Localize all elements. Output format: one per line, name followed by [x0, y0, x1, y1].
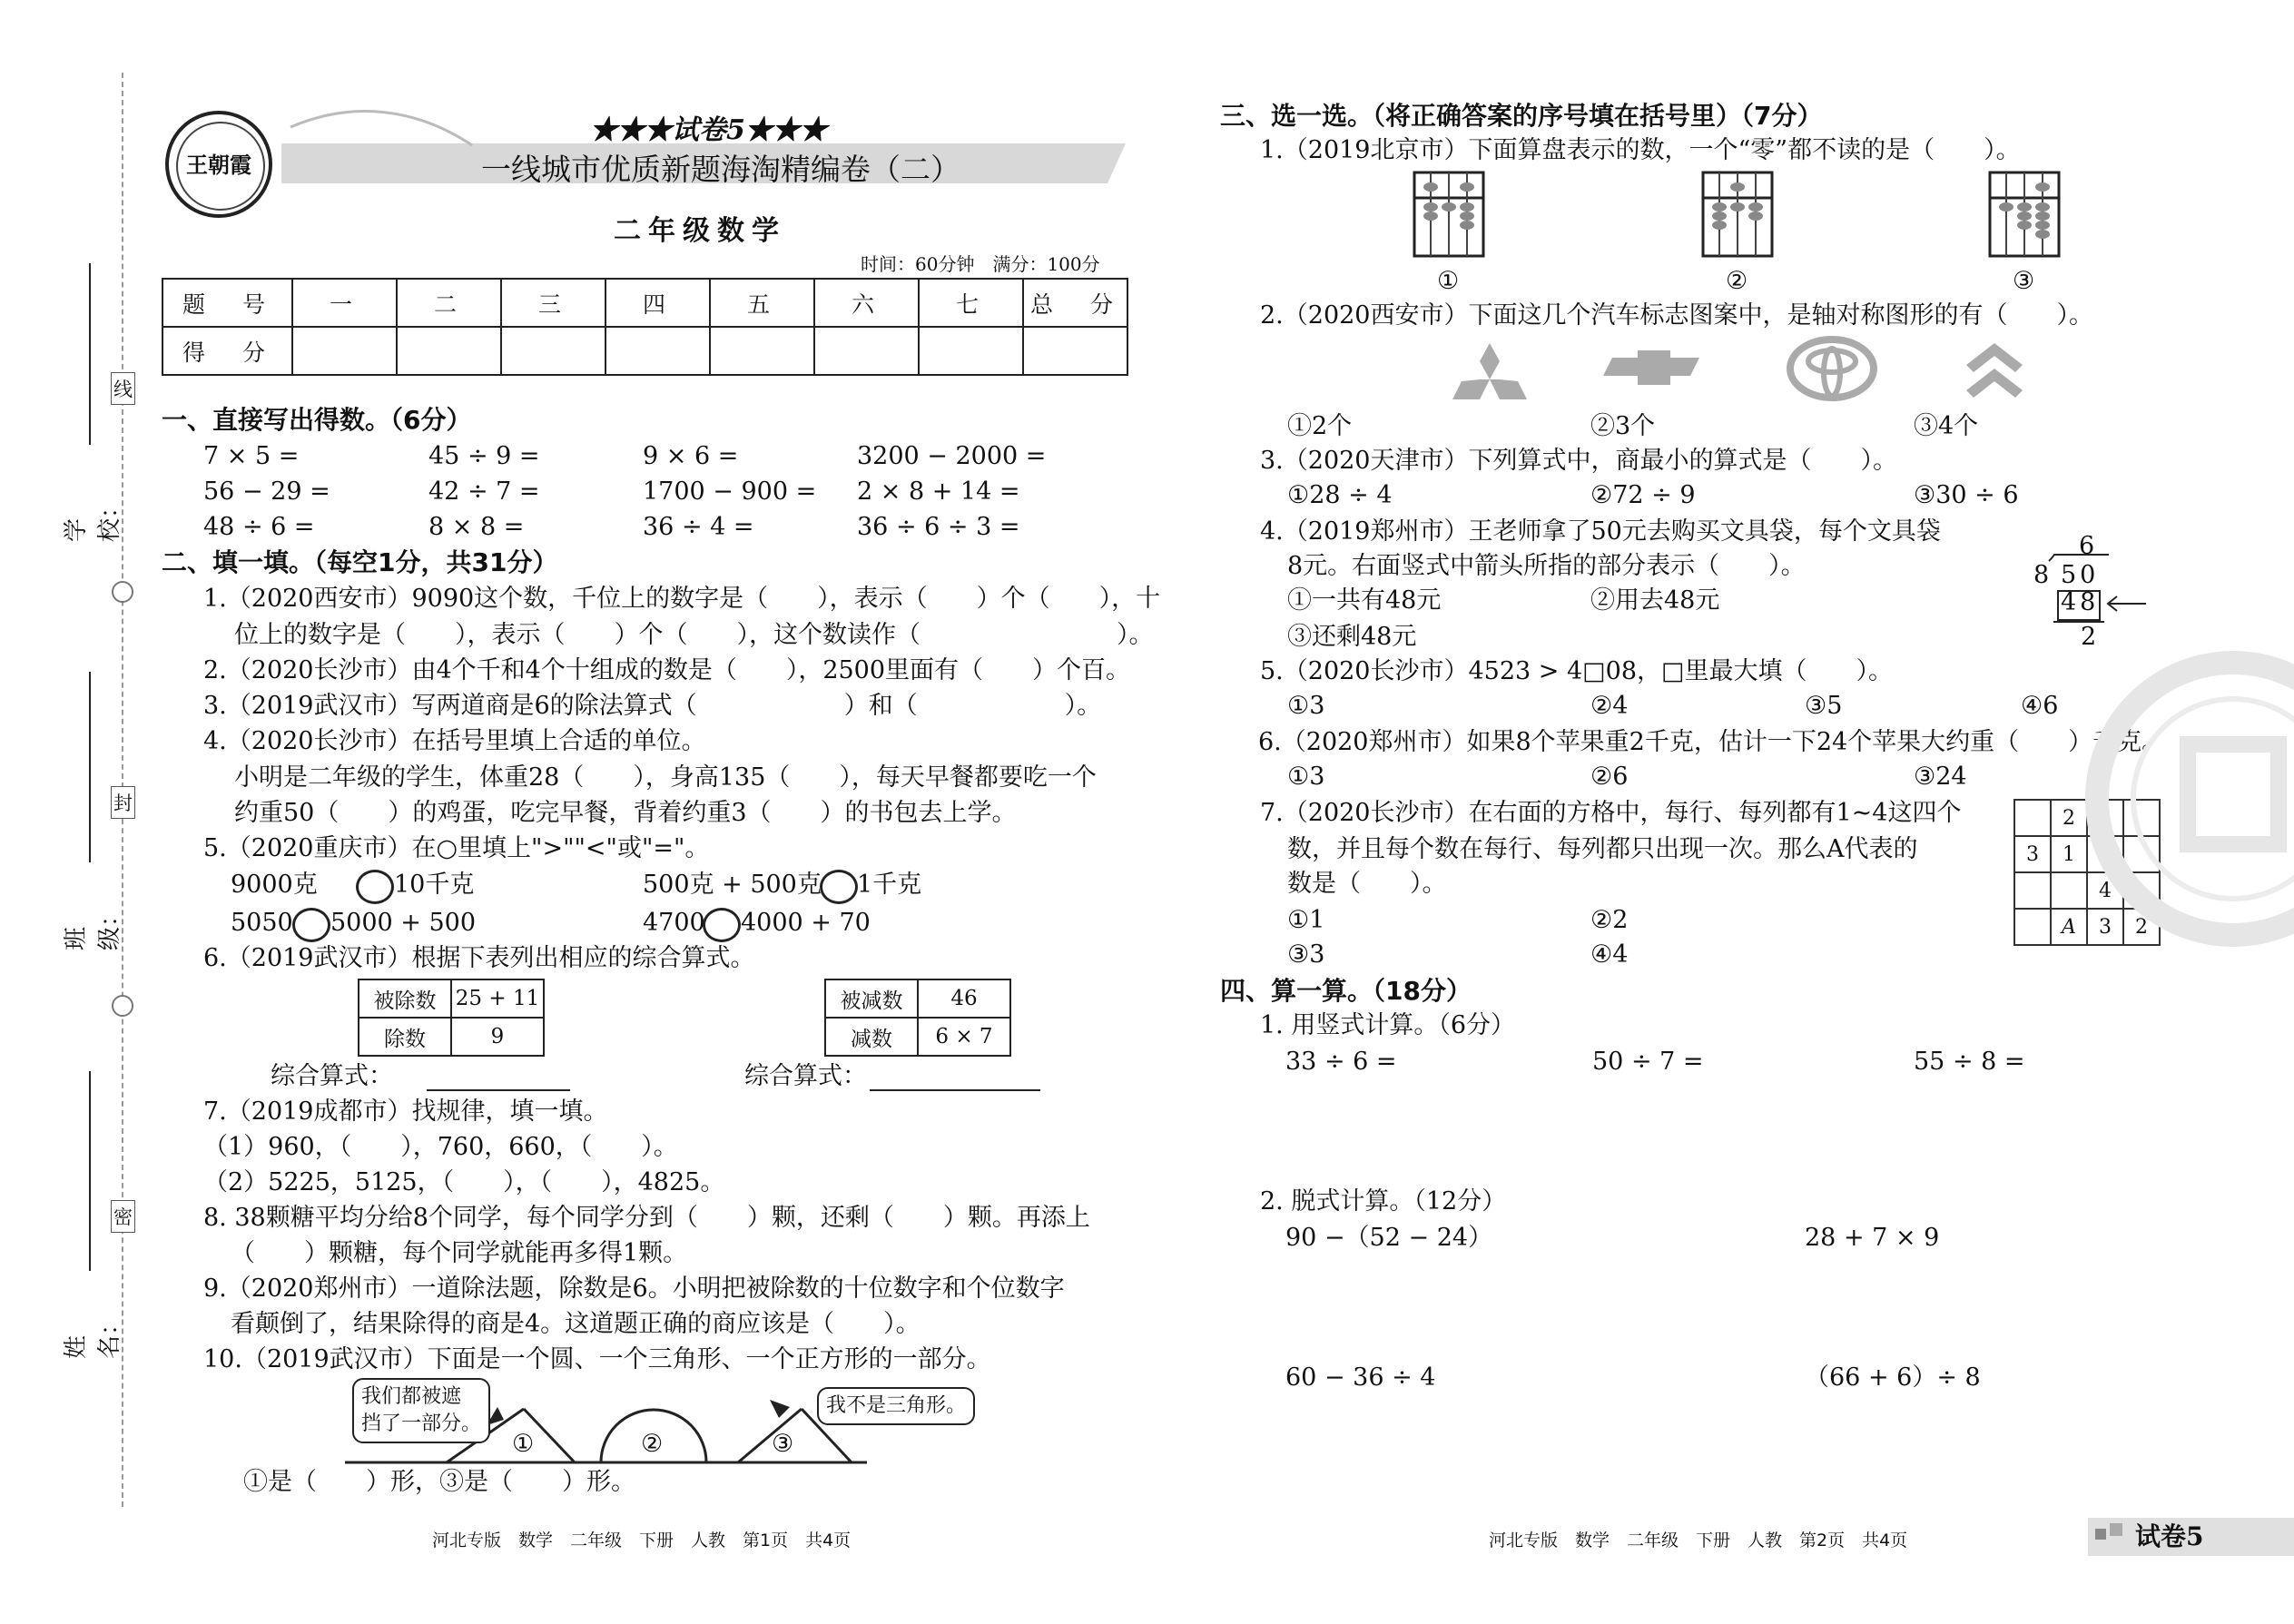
score-cell[interactable] [814, 327, 919, 375]
grid-cell: 3 [2014, 836, 2051, 872]
shape-label: ② [641, 1430, 664, 1458]
option[interactable]: ②3个 [1590, 412, 1656, 440]
calc-item: 33 ÷ 6 = [1285, 1048, 1397, 1076]
table-cell: 被减数 [825, 979, 918, 1018]
formula-label: 综合算式： [271, 1062, 393, 1090]
option[interactable]: ③还剩48元 [1287, 623, 1417, 651]
question-text: 8元。右面竖式中箭头所指的部分表示（ ）。 [1287, 552, 1806, 580]
question-text: 看颠倒了，结果除得的商是4。这道题正确的商应该是（ ）。 [231, 1310, 921, 1338]
score-row-label: 得 分 [162, 327, 292, 375]
option[interactable]: ①3 [1287, 692, 1325, 720]
grid-cell [2014, 800, 2051, 836]
calc-item: 9 × 6 = [643, 442, 739, 470]
option[interactable]: ③5 [1805, 692, 1843, 720]
subtraction-table [824, 979, 1011, 1057]
division-table [358, 979, 545, 1057]
question-text: （ ）颗糖，每个同学就能再多得1颗。 [231, 1239, 688, 1267]
division-dividend: 50 [2061, 561, 2100, 589]
grid-cell [2014, 909, 2051, 945]
grid-cell: 2 [2051, 800, 2087, 836]
compare-right: 10千克 [394, 871, 475, 899]
grid-cell: 2 [2123, 909, 2160, 945]
formula-blank[interactable] [427, 1089, 570, 1091]
question-text: 2.（2020长沙市）由4个千和4个十组成的数是（ ），2500里面有（ ）个百。 [203, 656, 1131, 684]
abacus-icon [1701, 171, 1774, 258]
calc-item: （66 + 6）÷ 8 [1805, 1363, 1981, 1392]
logo-icon [165, 111, 272, 218]
table-cell: 被除数 [359, 979, 451, 1018]
mitsubishi-logo-icon [1449, 341, 1531, 405]
abacus-label: ② [1726, 267, 1748, 295]
calc-item: 2 × 8 + 14 = [857, 477, 1020, 506]
calc-item: 50 ÷ 7 = [1592, 1048, 1704, 1076]
score-head-cell: 四 [605, 279, 710, 327]
question-text: 9.（2020郑州市）一道除法题，除数是6。小明把被除数的十位数字和个位数字 [203, 1275, 1065, 1303]
bubble-text: 我们都被遮 [361, 1385, 462, 1408]
calc-item: 42 ÷ 7 = [428, 477, 540, 506]
calc-item: 7 × 5 = [203, 442, 300, 470]
calc-item: 3200 − 2000 = [857, 442, 1047, 470]
grid-cell [2051, 872, 2087, 909]
question-text: 3.（2019武汉市）写两道商是6的除法算式（ ）和（ ）。 [203, 692, 1102, 720]
score-cell[interactable] [1023, 327, 1127, 375]
compare-circle[interactable] [292, 908, 330, 942]
table-cell: 6 × 7 [918, 1018, 1010, 1056]
option[interactable]: ④4 [1590, 940, 1629, 969]
score-head-cell: 七 [919, 279, 1023, 327]
bubble-text: 挡了一部分。 [361, 1412, 482, 1435]
bubble-text: 我不是三角形。 [826, 1394, 967, 1417]
division-divisor: 8 [2033, 561, 2050, 589]
grid-cell: 3 [2087, 909, 2123, 945]
footer-right: 河北专版 数学 二年级 下册 人教 第2页 共4页 [1489, 1530, 1908, 1550]
time-info: 时间：60分钟 满分：100分 [861, 253, 1100, 275]
class-field[interactable] [89, 672, 91, 862]
option[interactable]: ③30 ÷ 6 [1914, 481, 2019, 509]
compare-right: 4000 + 70 [741, 909, 871, 937]
table-cell: 46 [918, 979, 1010, 1018]
score-head-cell: 题 号 [162, 279, 292, 327]
score-cell[interactable] [292, 327, 397, 375]
option[interactable]: ①1 [1287, 906, 1325, 934]
option[interactable]: ③4个 [1914, 412, 1979, 440]
grid-cell: 4 [2087, 872, 2123, 909]
question-text: 8. 38颗糖平均分给8个同学，每个同学分到（ ）颗，还剩（ ）颗。再添上 [203, 1204, 1090, 1232]
calc-item: 48 ÷ 6 = [203, 513, 315, 541]
calc-item: 60 − 36 ÷ 4 [1285, 1363, 1436, 1392]
score-cell[interactable] [605, 327, 710, 375]
division-product: 48 [2061, 588, 2100, 616]
subsection-title: 1. 用竖式计算。（6分） [1260, 1011, 1516, 1039]
question-text: 7.（2020长沙市）在右面的方格中，每行、每列都有1~4这四个 [1260, 799, 1962, 827]
option[interactable]: ②用去48元 [1590, 586, 1720, 615]
sec2-heading: 二、填一填。（每空1分，共31分） [162, 547, 558, 577]
division-quotient: 6 [2079, 532, 2095, 560]
question-text: 2.（2020西安市）下面这几个汽车标志图案中，是轴对称图形的有（ ）。 [1260, 301, 2093, 330]
option[interactable]: ②4 [1590, 692, 1629, 720]
grid-cell: 1 [2051, 836, 2087, 872]
speech-bubble [817, 1387, 975, 1425]
question-text: 1.（2020西安市）9090这个数，千位上的数字是（ ），表示（ ）个（ ），十 [203, 585, 1161, 613]
footer-left: 河北专版 数学 二年级 下册 人教 第1页 共4页 [432, 1530, 852, 1550]
school-field[interactable] [89, 263, 91, 445]
question-text: 数是（ ）。 [1287, 870, 1447, 898]
table-cell: 25 + 11 [451, 979, 544, 1018]
question-text: （1）960，（ ），760，660，（ ）。 [203, 1133, 678, 1161]
shape-label: ③ [772, 1430, 794, 1458]
option[interactable]: ④6 [2021, 692, 2059, 720]
calc-item: 28 + 7 × 9 [1805, 1224, 1940, 1252]
question-text: 3.（2020天津市）下列算式中，商最小的算式是（ ）。 [1260, 447, 1897, 475]
compare-circle[interactable] [703, 908, 741, 942]
name-label: 姓名： [63, 1311, 123, 1359]
score-table [162, 278, 1128, 376]
question-text: 5.（2020长沙市）4523 > 4□08，□里最大填（ ）。 [1260, 657, 1894, 685]
option[interactable]: ②72 ÷ 9 [1590, 481, 1696, 509]
calc-item: 8 × 8 = [428, 513, 525, 541]
compare-right: 1千克 [857, 871, 922, 899]
score-head-cell: 一 [292, 279, 397, 327]
school-label: 学校： [63, 494, 123, 542]
question-text: 1.（2019北京市）下面算盘表示的数，一个“零”都不读的是（ ）。 [1260, 136, 2021, 164]
chevrolet-logo-icon [1600, 349, 1708, 394]
score-head-cell: 总 分 [1023, 279, 1127, 327]
score-header-row [162, 279, 1127, 327]
citroen-logo-icon [1963, 341, 2026, 405]
question-text: 6.（2020郑州市）如果8个苹果重2千克，估计一下24个苹果大约重（ ）千克。 [1258, 728, 2167, 756]
sec4-heading: 四、算一算。（18分） [1220, 976, 1472, 1006]
binding-hole-icon [112, 995, 133, 1017]
score-head-cell: 六 [814, 279, 919, 327]
binding-hole-icon [112, 581, 133, 603]
calc-item: 56 − 29 = [203, 477, 330, 506]
score-head-cell: 二 [397, 279, 501, 327]
question-text: 数，并且每个数在每行、每列都只出现一次。那么A代表的 [1287, 835, 1918, 863]
question-text: （2）5225，5125，（ ），（ ），4825。 [203, 1168, 725, 1196]
score-head-cell: 三 [501, 279, 605, 327]
compare-left: 500克 + 500克 [643, 871, 822, 899]
question-text: 10.（2019武汉市）下面是一个圆、一个三角形、一个正方形的一部分。 [203, 1345, 991, 1373]
compare-circle[interactable] [820, 870, 858, 904]
footer-tag-square-icon [2110, 1523, 2122, 1536]
arrow-left-icon [2104, 592, 2148, 615]
score-cell[interactable] [919, 327, 1023, 375]
calc-item: 55 ÷ 8 = [1914, 1048, 2025, 1076]
grid-cell [2014, 872, 2051, 909]
footer-tag-square-icon [2095, 1529, 2106, 1540]
division-bracket [2047, 554, 2111, 563]
calc-item: 45 ÷ 9 = [428, 442, 540, 470]
question-text: 约重50（ ）的鸡蛋，吃完早餐，背着约重3（ ）的书包去上学。 [234, 799, 1017, 827]
score-cell[interactable] [397, 327, 501, 375]
paper-title: 一线城市优质新题海淘精编卷（二） [481, 152, 960, 187]
question-text: 5.（2020重庆市）在○里填上">""<"或"="。 [203, 834, 710, 862]
option[interactable]: ①3 [1287, 763, 1325, 791]
option[interactable]: ③3 [1287, 940, 1325, 969]
compare-left: 5050 [231, 909, 293, 937]
speech-bubble [352, 1378, 490, 1443]
option[interactable]: ②6 [1590, 763, 1629, 791]
logo-text: 王朝霞 [186, 152, 251, 178]
class-label: 班级： [63, 902, 123, 950]
question-text: 小明是二年级的学生，体重28（ ），身高135（ ），每天早餐都要吃一个 [234, 763, 1097, 792]
table-cell: 减数 [825, 1018, 918, 1056]
binding-mark-secret: 密 [111, 1200, 135, 1233]
table-cell: 9 [451, 1018, 544, 1056]
name-field[interactable] [89, 1071, 91, 1271]
formula-blank[interactable] [870, 1089, 1040, 1091]
toyota-logo-icon [1787, 336, 1877, 401]
grid-cell: 1 [2087, 800, 2123, 836]
compare-left: 4700 [643, 909, 705, 937]
abacus-label: ③ [2013, 267, 2035, 295]
question-text: 4.（2020长沙市）在括号里填上合适的单位。 [203, 727, 706, 755]
question-text: 6.（2019武汉市）根据下表列出相应的综合算式。 [203, 944, 755, 972]
abacus-icon [1413, 171, 1485, 258]
footer-tag: 试卷5 [2135, 1521, 2204, 1551]
binding-mark-line: 线 [111, 372, 135, 405]
shape-label: ① [512, 1430, 535, 1458]
compare-left: 9000克 [231, 871, 318, 899]
question-text: 4.（2019郑州市）王老师拿了50元去购买文具袋，每个文具袋 [1260, 517, 1941, 546]
subject-title: 二年级数学 [614, 215, 786, 247]
option[interactable]: ②2 [1590, 906, 1629, 934]
paper-badge: ★★★试卷5★★★ [590, 114, 827, 146]
seal-watermark-icon [2088, 635, 2294, 962]
calc-item: 90 −（52 − 24） [1285, 1224, 1493, 1252]
score-cell[interactable] [710, 327, 814, 375]
compare-circle[interactable] [356, 870, 394, 904]
division-remainder: 2 [2081, 623, 2097, 651]
calc-item: 1700 − 900 = [643, 477, 817, 506]
sec3-heading: 三、选一选。（将正确答案的序号填在括号里）（7分） [1220, 101, 1823, 131]
abacus-label: ① [1437, 267, 1460, 295]
question-text: 7.（2019成都市）找规律，填一填。 [203, 1097, 608, 1126]
compare-right: 5000 + 500 [330, 909, 477, 937]
binding-mark-seal: 封 [111, 786, 135, 819]
option[interactable]: ①2个 [1287, 412, 1353, 440]
calc-item: 36 ÷ 6 ÷ 3 = [857, 513, 1020, 541]
score-value-row [162, 327, 1127, 375]
table-cell: 除数 [359, 1018, 451, 1056]
question-text: 位上的数字是（ ），表示（ ）个（ ），这个数读作（ ）。 [234, 621, 1154, 649]
sec1-heading: 一、直接写出得数。（6分） [162, 405, 472, 435]
option[interactable]: ①一共有48元 [1287, 586, 1442, 615]
score-cell[interactable] [501, 327, 605, 375]
score-head-cell: 五 [710, 279, 814, 327]
question-text: ①是（ ）形，③是（ ）形。 [243, 1468, 635, 1496]
option[interactable]: ①28 ÷ 4 [1287, 481, 1393, 509]
subsection-title: 2. 脱式计算。（12分） [1260, 1187, 1507, 1216]
calc-item: 36 ÷ 4 = [643, 513, 754, 541]
abacus-icon [1988, 171, 2061, 258]
grid-cell: A [2051, 909, 2087, 945]
option[interactable]: ③24 [1914, 763, 1967, 791]
formula-label: 综合算式： [744, 1062, 867, 1090]
